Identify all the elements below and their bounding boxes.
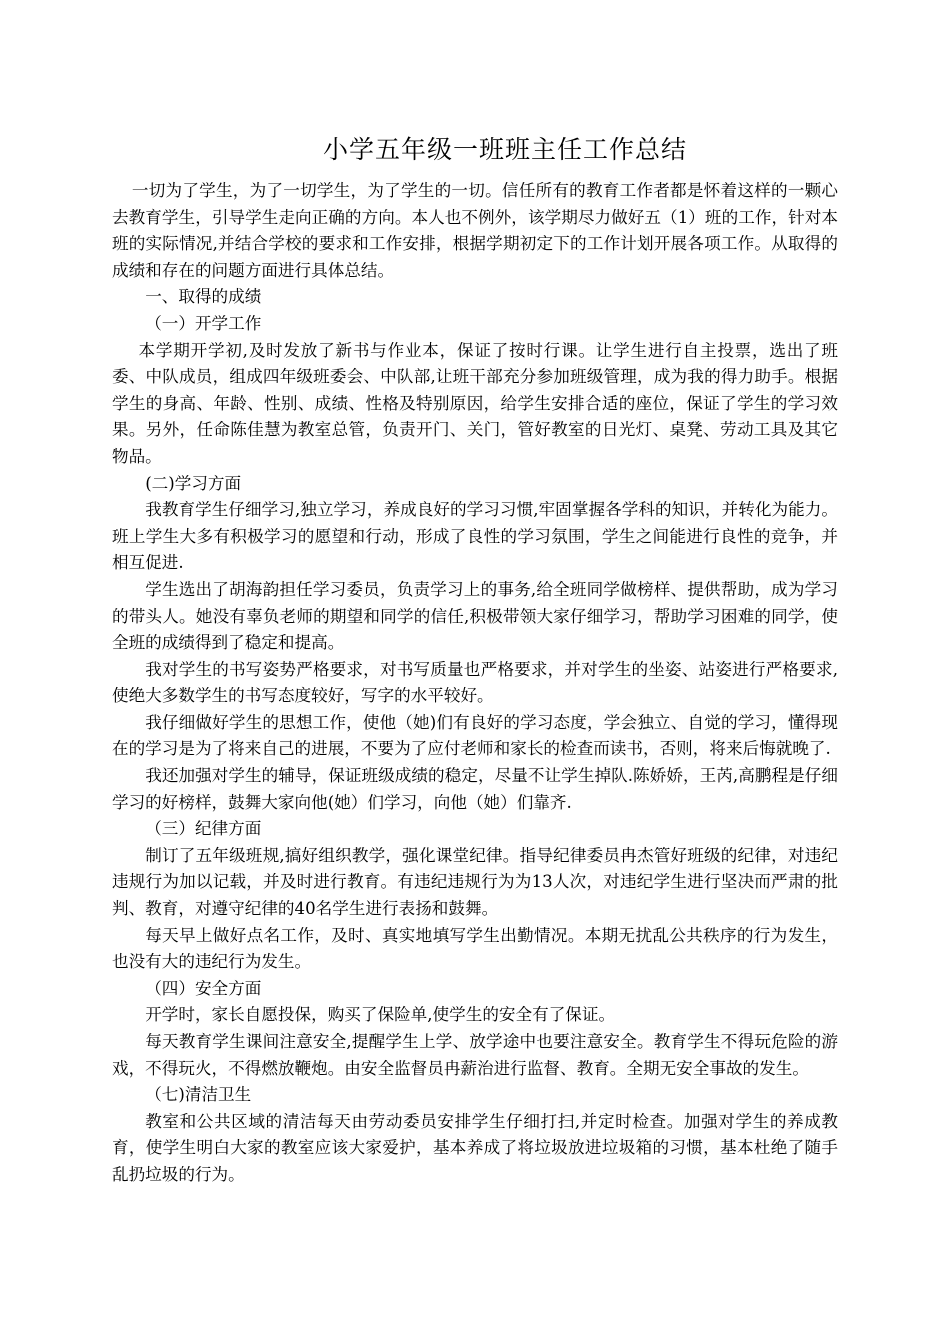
paragraph-discipline-1: 制订了五年级班规,搞好组织教学，强化课堂纪律。指导纪律委员冉杰管好班级的纪律，对违纪违规行为加以记载，并及时进行教育。有违纪违规行为为13人次，对违纪学生进行坚决而严肃的批判、教育，对遵守纪律的40名学生进行表扬和鼓舞。 [112,845,838,919]
paragraph-safety-1: 开学时，家长自愿投保，购买了保险单,使学生的安全有了保证。 [145,1005,616,1025]
paragraph-study-4: 我仔细做好学生的思想工作，使他（她)们有良好的学习态度，学会独立、自觉的学习，懂得现在的学习是为了将来自己的进展，不要为了应付老师和家长的检查而读书，否则，将来后悔就晚了. [112,712,838,759]
document-title: 小学五年级一班班主任工作总结 [322,135,687,164]
paragraph-study-2: 学生选出了胡海韵担任学习委员，负责学习上的事务,给全班同学做榜样、提供帮助，成为学习的带头人。她没有辜负老师的期望和同学的信任,积极带领大家仔细学习，帮助学习困难的同学，使全班的成绩得到了稳定和提高。 [112,579,838,653]
subheading-study: (二)学习方面 [145,473,242,493]
subheading-safety: （四）安全方面 [145,978,262,998]
paragraph-study-1: 我教育学生仔细学习,独立学习，养成良好的学习习惯,牢固掌握各学科的知识，并转化为能力。班上学生大多有积极学习的愿望和行动，形成了良性的学习氛围，学生之间能进行良性的竞争，并相互促进. [112,500,838,573]
subheading-hygiene: （七)清洁卫生 [145,1085,252,1105]
subheading-discipline: （三）纪律方面 [145,819,262,839]
section-heading-achievements: 一、取得的成绩 [145,287,262,307]
paragraph-discipline-2: 每天早上做好点名工作，及时、真实地填写学生出勤情况。本期无扰乱公共秩序的行为发生，也没有大的违纪行为发生。 [112,925,838,972]
paragraph-study-3: 我对学生的书写姿势严格要求，对书写质量也严格要求，并对学生的坐姿、站姿进行严格要求,使绝大多数学生的书写态度较好，写字的水平较好。 [112,659,838,706]
paragraph-safety-2: 每天教育学生课间注意安全,提醒学生上学、放学途中也要注意安全。教育学生不得玩危险的游戏，不得玩火，不得燃放鞭炮。由安全监督员冉薪治进行监督、教育。全期无安全事故的发生。 [112,1032,838,1078]
document-page [112,128,838,1189]
paragraph-hygiene-1: 教室和公共区域的清洁每天由劳动委员安排学生仔细打扫,并定时检查。加强对学生的养成教育，使学生明白大家的教室应该大家爱护，基本养成了将垃圾放进垃圾箱的习惯，基本杜绝了随手乱扔垃圾的行为。 [112,1111,838,1184]
paragraph-study-5: 我还加强对学生的辅导，保证班级成绩的稳定，尽量不让学生掉队.陈娇娇，王芮,高鹏程是仔细学习的好榜样，鼓舞大家向他(她）们学习，向他（她）们靠齐. [112,766,838,812]
paragraph-opening-work: 本学期开学初,及时发放了新书与作业本，保证了按时行课。让学生进行自主投票，选出了班委、中队成员，组成四年级班委会、中队部,让班干部充分参加班级管理，成为我的得力助手。根据学生的身高、年龄、性别、成绩、性格及特别原因，给学生安排合适的座位，保证了学生的学习效果。另外，任命陈佳慧为教室总管，负责开门、关门，管好教室的日光灯、桌凳、劳动工具及其它物品。 [112,340,838,466]
subheading-opening-work: （一）开学工作 [145,313,262,333]
intro-paragraph: 一切为了学生，为了一切学生，为了学生的一切。信任所有的教育工作者都是怀着这样的一颗心去教育学生，引导学生走向正确的方向。本人也不例外，该学期尽力做好五（1）班的工作，针对本班的实际情况,并结合学校的要求和工作安排，根据学期初定下的工作计划开展各项工作。从取得的成绩和存在的问题方面进行具体总结。 [112,181,838,280]
